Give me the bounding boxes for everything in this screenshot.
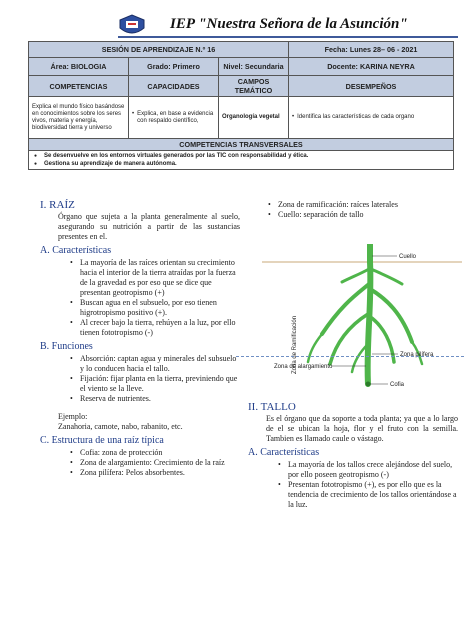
transversal-item: ● Se desenvuelve en los entornos virtuales generados por las TIC con responsabilidad y ética. [32, 152, 450, 160]
funciones-list [72, 354, 240, 404]
bullet-icon: • [132, 110, 135, 117]
header-capacidades: CAPACIDADES [129, 76, 219, 97]
raiz-zones-list [270, 200, 458, 220]
tallo-caracteristicas-heading: A. Características [248, 447, 320, 458]
header-competencias: COMPETENCIAS [29, 76, 129, 97]
campo-cell [219, 97, 289, 139]
page-title: IEP "Nuestra Señora de la Asunción" [170, 16, 408, 32]
school-logo [118, 14, 146, 38]
tallo-section [248, 402, 458, 510]
area-cell: Área: BIOLOGIA [29, 58, 129, 76]
list-item: • Zona de alargamiento: Crecimiento de la raíz [72, 458, 240, 468]
desempenos-text: Identifica las características de cada organo [297, 114, 415, 120]
tallo-caracteristicas-list [280, 460, 458, 510]
estructura-heading: C. Estructura de una raíz típica [40, 435, 164, 446]
list-item: • Al crecer bajo la tierra, rehúyen a la luz, por ello tienen fototropismo (-) [72, 318, 240, 338]
figure-label-cuello: Cuello [399, 254, 417, 260]
title-rule [118, 36, 458, 38]
section-divider [236, 356, 464, 357]
figure-label-pilifera: Zona pilífera [400, 352, 434, 358]
competencias-cell [29, 97, 129, 139]
list-item: • La mayoría de las raíces orientan su crecimiento hacia el interior de la tierra atraídas por la fuerza de la gravedad es por eso que se dice que presentan geotropismo (+) [72, 258, 240, 298]
right-column [248, 200, 458, 220]
ejemplo-label: Ejemplo: [58, 412, 88, 421]
header-campos: CAMPOS TEMÁTICO [219, 76, 289, 97]
left-column [40, 200, 240, 478]
bullet-icon: • [292, 114, 295, 120]
competencias-text: Explica el mundo físico basándose en conocimientos sobre los seres vivos, materia y energía, biodiversidad tierra y universo [32, 103, 125, 131]
capacidades-text: Explica, en base a evidencia con respaldo científico, [137, 110, 214, 124]
raiz-caracteristicas-heading: A. Características [40, 245, 112, 256]
funciones-heading: B. Funciones [40, 341, 93, 352]
ejemplo-text: Zanahoria, camote, nabo, rabanito, etc. [58, 422, 183, 431]
transversal-item: ● Gestiona su aprendizaje de manera autónoma. [32, 160, 450, 168]
session-label: SESIÓN DE APRENDIZAJE N.º 16 [29, 42, 289, 58]
raiz-heading: I. RAÍZ [40, 199, 75, 211]
grade-cell: Grado: Primero [129, 58, 219, 76]
estructura-list [72, 448, 240, 478]
raiz-caracteristicas-list [72, 258, 240, 338]
figure-label-cofia: Cofia [390, 382, 405, 388]
list-item: • Zona de ramificación: raíces laterales [270, 200, 458, 210]
list-item: • Cuello: separación de tallo [270, 210, 458, 220]
level-cell: Nivel: Secundaria [219, 58, 289, 76]
transversal-title: COMPETENCIAS TRANSVERSALES [29, 139, 454, 151]
list-item: • La mayoría de los tallos crece alejándose del suelo, por ello poseen geotropismo (-) [280, 460, 458, 480]
list-item: • Presentan fototropismo (+), es por ello que es la tendencia de crecimiento de los tallos orientándose a la luz. [280, 480, 458, 510]
session-table [28, 41, 454, 170]
transversal-list [29, 151, 454, 170]
figure-label-alargamiento: Zona de alargamiento [274, 364, 333, 370]
raiz-intro: Órgano que sujeta a la planta generalmente al suelo, asegurando su nutrición a partir de las sustancias presentes en el. [58, 212, 240, 241]
tallo-intro: Es el órgano que da soporte a toda planta; ya que a lo largo de el se ubican la hoja, flor y el fruto con la semilla. Tambien es llamado caule o vástago. [266, 414, 458, 443]
header-desempenos: DESEMPEÑOS [289, 76, 454, 97]
campo-text: Organología vegetal [222, 114, 280, 120]
teacher-cell: Docente: KARINA NEYRA [289, 58, 454, 76]
list-item: • Zona pilífera: Pelos absorbentes. [72, 468, 240, 478]
root-diagram [262, 244, 462, 406]
figure-label-ramificacion: Zona de Ramificación [292, 315, 298, 374]
capacidades-cell [129, 97, 219, 139]
desempenos-cell [289, 97, 454, 139]
session-date: Fecha: Lunes 28– 06 - 2021 [289, 42, 454, 58]
list-item: • Absorción: captan agua y minerales del subsuelo y lo conducen hacia el tallo. [72, 354, 240, 374]
list-item: • Reserva de nutrientes. [72, 394, 240, 404]
list-item: • Cofia: zona de protección [72, 448, 240, 458]
list-item: • Buscan agua en el subsuelo, por eso tienen higrotropismo positivo (+). [72, 298, 240, 318]
list-item: • Fijación: fijar planta en la tierra, previniendo que el viento se la lleve. [72, 374, 240, 394]
tallo-heading: II. TALLO [248, 401, 296, 413]
